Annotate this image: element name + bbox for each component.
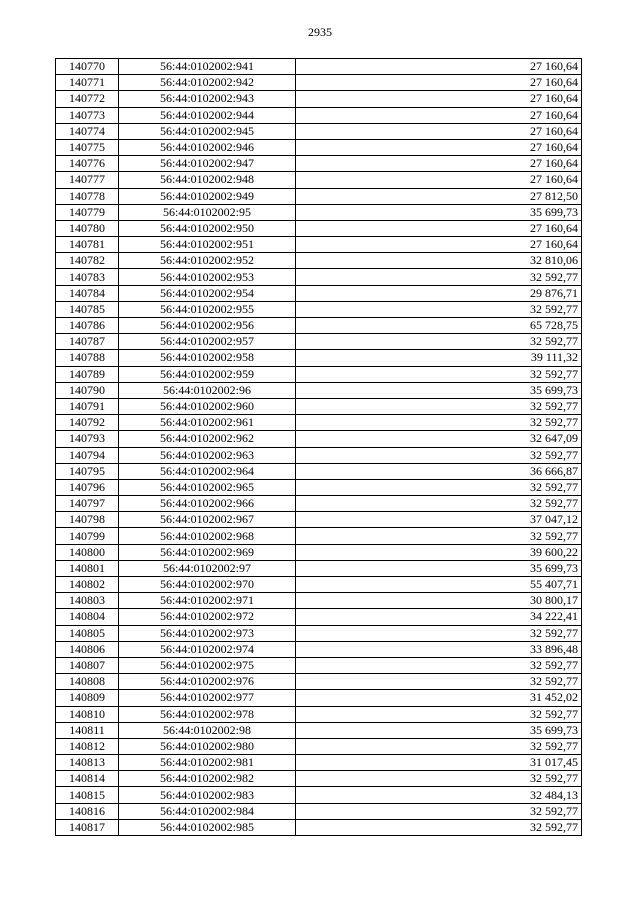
row-number-cell: 140811 — [56, 722, 119, 738]
value-cell: 27 160,64 — [296, 172, 582, 188]
table-row — [56, 123, 582, 139]
table-row — [56, 528, 582, 544]
row-number-cell: 140773 — [56, 107, 119, 123]
value-cell: 35 699,73 — [296, 560, 582, 576]
table-row — [56, 301, 582, 317]
cadastral-number-cell: 56:44:0102002:97 — [119, 560, 296, 576]
table-row — [56, 285, 582, 301]
value-cell: 32 592,77 — [296, 269, 582, 285]
value-cell: 32 592,77 — [296, 674, 582, 690]
row-number-cell: 140796 — [56, 479, 119, 495]
cadastral-number-cell: 56:44:0102002:982 — [119, 771, 296, 787]
row-number-cell: 140808 — [56, 674, 119, 690]
value-cell: 30 800,17 — [296, 593, 582, 609]
table-row — [56, 75, 582, 91]
row-number-cell: 140795 — [56, 463, 119, 479]
table-row — [56, 463, 582, 479]
row-number-cell: 140793 — [56, 431, 119, 447]
row-number-cell: 140784 — [56, 285, 119, 301]
cadastral-number-cell: 56:44:0102002:959 — [119, 366, 296, 382]
row-number-cell: 140805 — [56, 625, 119, 641]
value-cell: 32 592,77 — [296, 366, 582, 382]
row-number-cell: 140774 — [56, 123, 119, 139]
row-number-cell: 140781 — [56, 237, 119, 253]
row-number-cell: 140803 — [56, 593, 119, 609]
table-row — [56, 91, 582, 107]
row-number-cell: 140787 — [56, 334, 119, 350]
value-cell: 35 699,73 — [296, 382, 582, 398]
row-number-cell: 140783 — [56, 269, 119, 285]
table-row — [56, 560, 582, 576]
table-row — [56, 706, 582, 722]
table-row — [56, 172, 582, 188]
value-cell: 39 600,22 — [296, 544, 582, 560]
cadastral-number-cell: 56:44:0102002:945 — [119, 123, 296, 139]
table-row — [56, 382, 582, 398]
cadastral-number-cell: 56:44:0102002:971 — [119, 593, 296, 609]
row-number-cell: 140775 — [56, 139, 119, 155]
cadastral-number-cell: 56:44:0102002:978 — [119, 706, 296, 722]
cadastral-number-cell: 56:44:0102002:955 — [119, 301, 296, 317]
table-row — [56, 577, 582, 593]
row-number-cell: 140772 — [56, 91, 119, 107]
value-cell: 35 699,73 — [296, 722, 582, 738]
table-row — [56, 787, 582, 803]
cadastral-number-cell: 56:44:0102002:953 — [119, 269, 296, 285]
cadastral-number-cell: 56:44:0102002:95 — [119, 204, 296, 220]
cadastral-number-cell: 56:44:0102002:948 — [119, 172, 296, 188]
value-cell: 32 592,77 — [296, 625, 582, 641]
cadastral-number-cell: 56:44:0102002:963 — [119, 447, 296, 463]
row-number-cell: 140814 — [56, 771, 119, 787]
value-cell: 32 592,77 — [296, 447, 582, 463]
value-cell: 27 812,50 — [296, 188, 582, 204]
page-number: 2935 — [308, 25, 332, 39]
cadastral-number-cell: 56:44:0102002:952 — [119, 253, 296, 269]
cadastral-number-cell: 56:44:0102002:947 — [119, 156, 296, 172]
cadastral-number-cell: 56:44:0102002:965 — [119, 479, 296, 495]
table-row — [56, 318, 582, 334]
table-row — [56, 59, 582, 75]
cadastral-number-cell: 56:44:0102002:967 — [119, 512, 296, 528]
value-cell: 55 407,71 — [296, 577, 582, 593]
table-row — [56, 253, 582, 269]
value-cell: 27 160,64 — [296, 220, 582, 236]
value-cell: 32 592,77 — [296, 738, 582, 754]
row-number-cell: 140771 — [56, 75, 119, 91]
row-number-cell: 140782 — [56, 253, 119, 269]
cadastral-number-cell: 56:44:0102002:951 — [119, 237, 296, 253]
value-cell: 33 896,48 — [296, 641, 582, 657]
value-cell: 32 592,77 — [296, 771, 582, 787]
value-cell: 31 452,02 — [296, 690, 582, 706]
value-cell: 32 592,77 — [296, 398, 582, 414]
table-row — [56, 803, 582, 819]
cadastral-number-cell: 56:44:0102002:985 — [119, 819, 296, 835]
cadastral-number-cell: 56:44:0102002:956 — [119, 318, 296, 334]
row-number-cell: 140806 — [56, 641, 119, 657]
cadastral-number-cell: 56:44:0102002:942 — [119, 75, 296, 91]
cadastral-number-cell: 56:44:0102002:950 — [119, 220, 296, 236]
row-number-cell: 140786 — [56, 318, 119, 334]
row-number-cell: 140816 — [56, 803, 119, 819]
row-number-cell: 140797 — [56, 496, 119, 512]
value-cell: 32 592,77 — [296, 301, 582, 317]
row-number-cell: 140791 — [56, 398, 119, 414]
table-row — [56, 771, 582, 787]
row-number-cell: 140798 — [56, 512, 119, 528]
cadastral-number-cell: 56:44:0102002:98 — [119, 722, 296, 738]
cadastral-number-cell: 56:44:0102002:968 — [119, 528, 296, 544]
value-cell: 32 484,13 — [296, 787, 582, 803]
value-cell: 32 810,06 — [296, 253, 582, 269]
table-row — [56, 204, 582, 220]
table-row — [56, 544, 582, 560]
cadastral-number-cell: 56:44:0102002:949 — [119, 188, 296, 204]
row-number-cell: 140810 — [56, 706, 119, 722]
value-cell: 65 728,75 — [296, 318, 582, 334]
table-row — [56, 237, 582, 253]
value-cell: 32 592,77 — [296, 657, 582, 673]
value-cell: 27 160,64 — [296, 75, 582, 91]
cadastral-number-cell: 56:44:0102002:970 — [119, 577, 296, 593]
cadastral-number-cell: 56:44:0102002:962 — [119, 431, 296, 447]
row-number-cell: 140780 — [56, 220, 119, 236]
cadastral-number-cell: 56:44:0102002:957 — [119, 334, 296, 350]
table-row — [56, 738, 582, 754]
cadastral-number-cell: 56:44:0102002:964 — [119, 463, 296, 479]
row-number-cell: 140779 — [56, 204, 119, 220]
value-cell: 32 592,77 — [296, 415, 582, 431]
cadastral-number-cell: 56:44:0102002:976 — [119, 674, 296, 690]
table-row — [56, 334, 582, 350]
row-number-cell: 140770 — [56, 59, 119, 75]
row-number-cell: 140794 — [56, 447, 119, 463]
row-number-cell: 140789 — [56, 366, 119, 382]
cadastral-number-cell: 56:44:0102002:954 — [119, 285, 296, 301]
table-row — [56, 496, 582, 512]
table-row — [56, 107, 582, 123]
table-row — [56, 674, 582, 690]
row-number-cell: 140776 — [56, 156, 119, 172]
table-row — [56, 350, 582, 366]
value-cell: 39 111,32 — [296, 350, 582, 366]
row-number-cell: 140792 — [56, 415, 119, 431]
row-number-cell: 140809 — [56, 690, 119, 706]
value-cell: 32 592,77 — [296, 803, 582, 819]
value-cell: 27 160,64 — [296, 156, 582, 172]
row-number-cell: 140802 — [56, 577, 119, 593]
row-number-cell: 140804 — [56, 609, 119, 625]
value-cell: 32 592,77 — [296, 706, 582, 722]
cadastral-number-cell: 56:44:0102002:969 — [119, 544, 296, 560]
cadastral-number-cell: 56:44:0102002:974 — [119, 641, 296, 657]
row-number-cell: 140807 — [56, 657, 119, 673]
table-row — [56, 657, 582, 673]
table-row — [56, 609, 582, 625]
table-row — [56, 398, 582, 414]
table-row — [56, 431, 582, 447]
row-number-cell: 140785 — [56, 301, 119, 317]
value-cell: 29 876,71 — [296, 285, 582, 301]
cadastral-number-cell: 56:44:0102002:941 — [119, 59, 296, 75]
table-row — [56, 512, 582, 528]
table-row — [56, 220, 582, 236]
row-number-cell: 140799 — [56, 528, 119, 544]
cadastral-number-cell: 56:44:0102002:980 — [119, 738, 296, 754]
registry-table — [55, 58, 582, 836]
row-number-cell: 140815 — [56, 787, 119, 803]
value-cell: 32 592,77 — [296, 528, 582, 544]
cadastral-number-cell: 56:44:0102002:946 — [119, 139, 296, 155]
row-number-cell: 140778 — [56, 188, 119, 204]
value-cell: 32 592,77 — [296, 496, 582, 512]
cadastral-number-cell: 56:44:0102002:944 — [119, 107, 296, 123]
cadastral-number-cell: 56:44:0102002:958 — [119, 350, 296, 366]
cadastral-number-cell: 56:44:0102002:975 — [119, 657, 296, 673]
row-number-cell: 140790 — [56, 382, 119, 398]
table-row — [56, 366, 582, 382]
table-row — [56, 722, 582, 738]
cadastral-number-cell: 56:44:0102002:972 — [119, 609, 296, 625]
table-row — [56, 625, 582, 641]
cadastral-number-cell: 56:44:0102002:977 — [119, 690, 296, 706]
value-cell: 36 666,87 — [296, 463, 582, 479]
table-row — [56, 139, 582, 155]
table-row — [56, 269, 582, 285]
table-row — [56, 690, 582, 706]
value-cell: 27 160,64 — [296, 59, 582, 75]
value-cell: 34 222,41 — [296, 609, 582, 625]
cadastral-number-cell: 56:44:0102002:96 — [119, 382, 296, 398]
table-row — [56, 415, 582, 431]
row-number-cell: 140788 — [56, 350, 119, 366]
value-cell: 27 160,64 — [296, 107, 582, 123]
row-number-cell: 140777 — [56, 172, 119, 188]
value-cell: 27 160,64 — [296, 237, 582, 253]
table-row — [56, 819, 582, 835]
table-row — [56, 479, 582, 495]
value-cell: 27 160,64 — [296, 123, 582, 139]
cadastral-number-cell: 56:44:0102002:981 — [119, 755, 296, 771]
value-cell: 32 592,77 — [296, 479, 582, 495]
row-number-cell: 140813 — [56, 755, 119, 771]
table-row — [56, 755, 582, 771]
cadastral-number-cell: 56:44:0102002:961 — [119, 415, 296, 431]
table-row — [56, 593, 582, 609]
row-number-cell: 140800 — [56, 544, 119, 560]
value-cell: 32 592,77 — [296, 334, 582, 350]
cadastral-number-cell: 56:44:0102002:960 — [119, 398, 296, 414]
table-row — [56, 188, 582, 204]
cadastral-number-cell: 56:44:0102002:966 — [119, 496, 296, 512]
value-cell: 32 647,09 — [296, 431, 582, 447]
cadastral-number-cell: 56:44:0102002:943 — [119, 91, 296, 107]
registry-table-body — [56, 59, 582, 836]
value-cell: 27 160,64 — [296, 139, 582, 155]
row-number-cell: 140812 — [56, 738, 119, 754]
table-row — [56, 641, 582, 657]
value-cell: 32 592,77 — [296, 819, 582, 835]
table-row — [56, 447, 582, 463]
value-cell: 27 160,64 — [296, 91, 582, 107]
table-row — [56, 156, 582, 172]
row-number-cell: 140817 — [56, 819, 119, 835]
value-cell: 31 017,45 — [296, 755, 582, 771]
row-number-cell: 140801 — [56, 560, 119, 576]
cadastral-number-cell: 56:44:0102002:983 — [119, 787, 296, 803]
value-cell: 37 047,12 — [296, 512, 582, 528]
value-cell: 35 699,73 — [296, 204, 582, 220]
cadastral-number-cell: 56:44:0102002:973 — [119, 625, 296, 641]
cadastral-number-cell: 56:44:0102002:984 — [119, 803, 296, 819]
